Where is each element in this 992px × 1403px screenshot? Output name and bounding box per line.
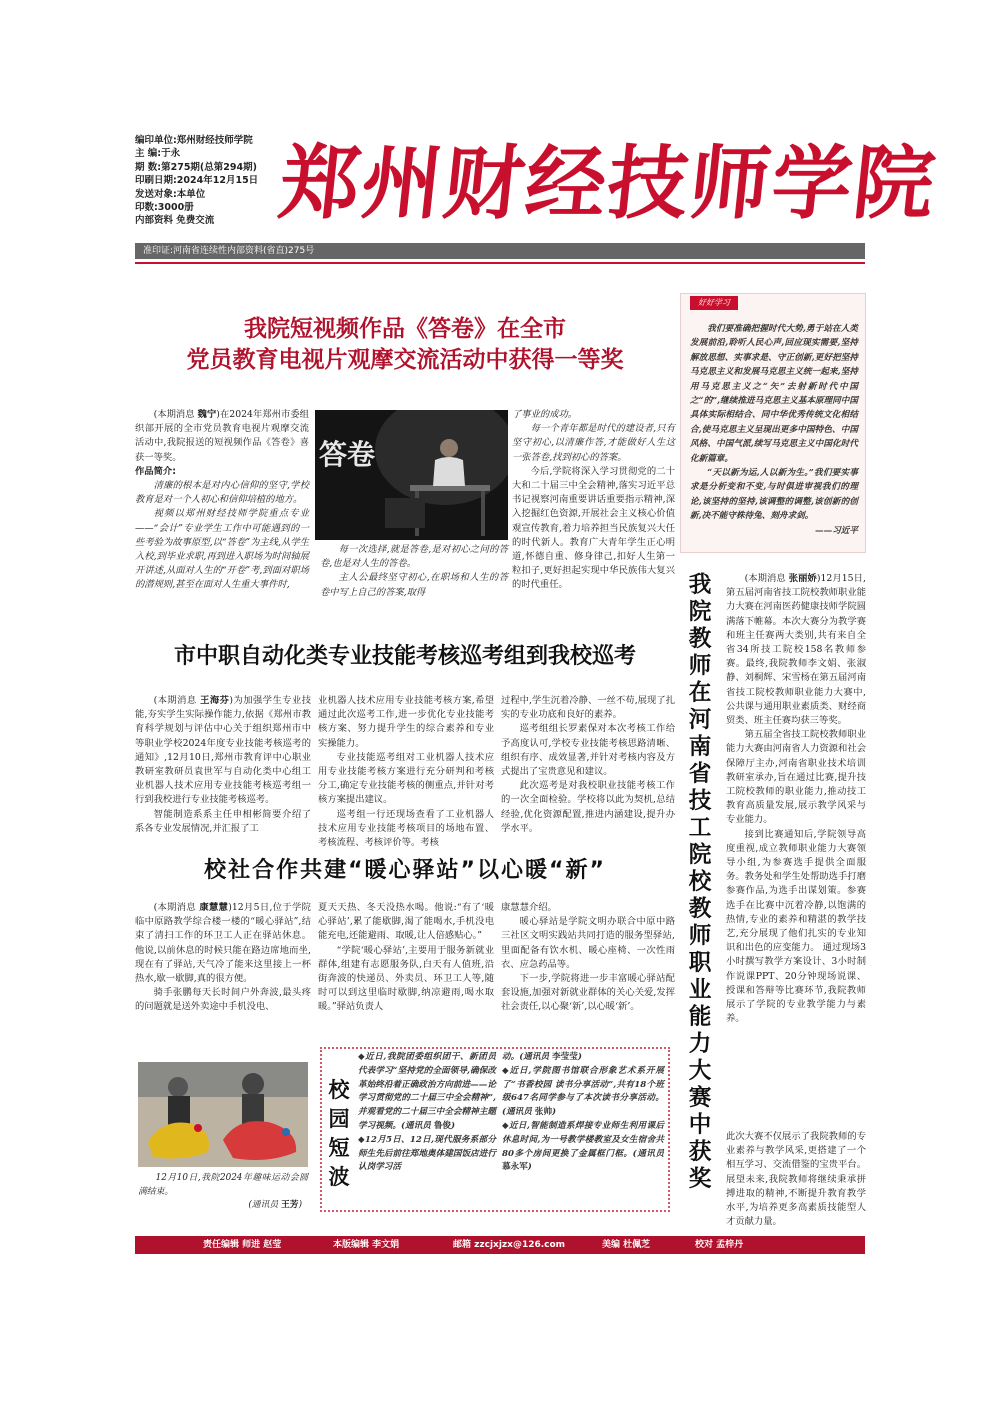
vertical-char: 大 xyxy=(688,1058,712,1084)
article2-column2 xyxy=(318,694,494,850)
article2-c2b: 专业技能巡考组对工业机器人技术应用专业技能考核方案进行充分研判和考核分工,确定专业技能考核的侧重点,并针对考核方案提出建议。 xyxy=(318,751,494,806)
under-photo-paragraph1: 每一次选择,就是答卷,是对初心之问的答卷,也是对人生的答卷。 xyxy=(320,544,508,570)
sidebar-text xyxy=(690,322,858,538)
item3-reporter: 张帅 xyxy=(534,1107,553,1118)
article1-headline xyxy=(135,313,675,375)
video-still-illustration xyxy=(315,410,508,540)
article4-column xyxy=(726,572,866,1027)
article2-c2c: 巡考组一行还现场查看了工业机器人技术应用专业技能考核项目的场地布置、考核流程、考核评价等。考核 xyxy=(318,808,494,849)
article4-column-bottom xyxy=(686,1130,866,1229)
vertical-char: 工 xyxy=(688,815,712,841)
under-photo-paragraph2: 主人公最终坚守初心,在职场和人生的答卷中写上自己的答案,取得 xyxy=(320,572,508,598)
item3-end: ) xyxy=(552,1107,557,1118)
sports-meet-photo xyxy=(138,1062,308,1167)
meta-note: 内部资料 免费交流 xyxy=(135,215,215,227)
vertical-char: 师 xyxy=(688,653,712,679)
item4-end: ) xyxy=(527,1162,532,1173)
author: 康慧慧 xyxy=(199,902,229,913)
vertical-char: 职 xyxy=(688,950,712,976)
campus-news-item3 xyxy=(502,1065,664,1120)
vertical-char: 教 xyxy=(688,626,712,652)
item1-end: ) xyxy=(451,1120,456,1131)
article3-column3 xyxy=(501,901,675,1015)
vertical-char: 南 xyxy=(688,734,712,760)
article2-c3b: 巡考组组长罗素保对本次考核工作给予高度认可,学校专业技能考核思路清晰、组织有序、成效显著,并针对考核内容及方式提出了宝贵意见和建议。 xyxy=(501,723,675,778)
campus-news-title xyxy=(328,1075,350,1191)
vertical-char: 在 xyxy=(688,680,712,706)
article3-c2: 夏天天热、冬天没热水喝。他说:“有了‘暖心驿站’,累了能歇脚,渴了能喝水,手机没电能充电,还能避雨、取暖,让人倍感贴心。” xyxy=(318,902,494,942)
vertical-char: 园 xyxy=(328,1106,350,1131)
photo-caption xyxy=(138,1172,308,1213)
article4-p3: 接到比赛通知后,学院领导高度重视,成立教师职业能力大赛领导小组,为参赛选手提供全面服务。教务处和学生处帮助选手打磨参赛作品,为选手出谋划策。参赛选手在比赛中沉着冷静,以饱满的热情,专业的素养和精湛的教学技艺,充分展现了他们扎实的专业知识和出色的应变能力。 通过现场3小时撰写教学方案设计、3小时制作说课PPT、20分钟现场说课、授课和答辩等比赛环节,我院教师展示了学院的专业教学能力与素养。 xyxy=(726,828,866,1025)
article3-c2b: “学院‘暖心驿站’,主要用于服务新就业群体,组建有志愿服务队,白天有人值班,沿街奔波的快递员、外卖员、环卫工人等,随时可以到这里临时歇脚,纳凉避雨,喝水取暖。”驿站负责人 xyxy=(318,944,494,1013)
article1-column-middle xyxy=(320,543,508,600)
article1-right-p3: 今后,学院将深入学习贯彻党的二十大和二十届三中全会精神,落实习近平总书记视察河南重要讲话重要指示精神,深入挖掘红色资源,开展社会主义核心价值观宣传教育,着力培养担当民族复兴大任的时代新人。教育广大青年学生正心明道,怀德自重、修身律己,扣好人生第一粒扣子,更好担起实现中华民族伟大复兴的时代重任。 xyxy=(512,465,675,591)
meta-issue: 期 数:第275期(总第294期) xyxy=(135,161,257,173)
vertical-char: 中 xyxy=(688,1112,712,1138)
vertical-char: 力 xyxy=(688,1031,712,1057)
vertical-char: 师 xyxy=(688,923,712,949)
permit-bar: 准印证:河南省连续性内部资料(省直)275号 xyxy=(135,243,865,259)
meta-print-date: 印刷日期:2024年12月15日 xyxy=(135,175,259,187)
vertical-char: 获 xyxy=(688,1139,712,1165)
article1-right-p2: 每一个青年都是时代的建设者,只有坚守初心,以清廉作答,才能做好人生这一张答卷,找到初心的答案。 xyxy=(512,423,675,463)
meta-editor: 主 编:于永 xyxy=(135,148,181,160)
photo-caption-text: 12月10日,我院2024年趣味运动会圆满结束。 xyxy=(138,1173,308,1197)
meta-audience: 发送对象:本单位 xyxy=(135,188,206,200)
footer-proofreader: 校对 孟梓丹 xyxy=(695,1240,744,1250)
footer-editors: 责任编辑 师进 赵莹 xyxy=(203,1240,282,1250)
article2-column3 xyxy=(501,694,675,836)
vertical-char: 校 xyxy=(688,869,712,895)
meta-print-count: 印数:3000册 xyxy=(135,202,194,214)
author: 张丽娇 xyxy=(788,573,817,584)
vertical-char: 院 xyxy=(688,842,712,868)
article4-body: )12月15日,第五届河南省技工院校教师职业能力大赛在河南医药健康技师学院圆满落下帷幕。本次大赛分为教学赛和班主任赛两大类别,共有来自全省34所技工院校158名教师参赛。最终,我院教师李文娟、张淑静、刘桐辉、宋雪杨在第五届河南省技工院校教师职业能力大赛中,公共课与通用职业素质类、财经商贸类、班主任赛均获三等奖。 xyxy=(726,573,866,727)
vertical-char: 院 xyxy=(688,599,712,625)
lead-text: (本期消息 xyxy=(153,695,201,706)
vertical-char: 赛 xyxy=(688,1085,712,1111)
vertical-char: 我 xyxy=(688,572,712,598)
sports-meet-illustration xyxy=(138,1062,308,1167)
campus-news-item1 xyxy=(358,1051,496,1134)
article3-column1 xyxy=(135,901,311,1015)
video-title-overlay: 答卷 xyxy=(319,438,376,471)
article2-body: )为加强学生专业技能,夯实学生实际操作能力,依据《郑州市教育科学规划与评估中心关于组织郑州市中等职业学校2024年度专业技能考核巡考的通知》,12月10日,郑州市教育评中心职业教研室教研员袁世军与自动化类中心组工业机器人技术应用专业技能考核巡考组一行到我校进行专业技能考核巡考。 xyxy=(135,695,311,806)
author: 王海芬 xyxy=(200,695,230,706)
intro-paragraph1: 清廉的根本是对内心信仰的坚守,学校教育是对一个人初心和信仰培植的地方。 xyxy=(135,480,309,506)
meta-publisher: 编印单位:郑州财经技师学院 xyxy=(135,135,253,146)
article4-p2: 第五届全省技工院校教师职业能力大赛由河南省人力资源和社会保障厅主办,河南省职业技术培训教研室承办,旨在通过比赛,提升技工院校教师的职业能力,推动技工教育高质量发展,展示教学风采与专业能力。 xyxy=(726,729,866,826)
item2-lead: 动。(通讯员 xyxy=(502,1052,553,1062)
item2-end: ) xyxy=(577,1052,582,1062)
item4-reporter: 慕永军 xyxy=(502,1162,528,1173)
lead-text: (本期消息 xyxy=(153,409,198,420)
sidebar-paragraph: 我们要准确把握时代大势,勇于站在人类发展前沿,聆听人民心声,回应现实需要,坚持解放思想、实事求是、守正创新,更好把坚持马克思主义和发展马克思主义统一起来,坚持用马克思主义之“矢”去射新时代中国之“的”,继续推进马克思主义基本原理同中国具体实际相结合、同中华优秀传统文化相结合,使马克思主义呈现出更多中国特色、中国风格、中国气派,续写马克思主义中国化时代化新篇章。 xyxy=(690,324,858,464)
article1-body: )在2024年郑州市委组织部开展的全市党员教育电视片观摩交流活动中,我院报送的短视频作品《答卷》喜获一等奖。 xyxy=(135,409,309,463)
article2-column1 xyxy=(135,694,311,836)
article2-headline: 市中职自动化类专业技能考核巡考组到我校巡考 xyxy=(173,644,636,669)
campus-news-item4 xyxy=(502,1120,664,1175)
vertical-char: 奖 xyxy=(688,1166,712,1192)
article3-column2 xyxy=(318,901,494,1015)
intro-label: 作品简介: xyxy=(135,465,176,477)
divider xyxy=(135,262,865,264)
article1-title-line1: 我院短视频作品《答卷》在全市 xyxy=(244,315,566,342)
article2-c3: 过程中,学生沉着冷静、一丝不苟,展现了扎实的专业功底和良好的素养。 xyxy=(501,695,675,721)
footer-bar xyxy=(135,1236,865,1254)
lead-text: (本期消息 xyxy=(744,573,789,584)
credit-end: ) xyxy=(298,1200,302,1211)
campus-news-item2: ◆12月5日、12日,现代服务系部分师生先后前往郑地奥体建国饭店进行认岗学习活 xyxy=(358,1134,496,1173)
item1-reporter: 鲁俊 xyxy=(433,1120,452,1131)
vertical-char: 波 xyxy=(328,1164,350,1189)
item4-text: ◆近日,智能制造系焊接专业师生利用课后休息时间,为一号教学楼教室及女生宿舍共80多个房间更换了金属框门框。(通讯员 xyxy=(502,1120,664,1159)
campus-news-col1 xyxy=(358,1051,496,1175)
item1-text: ◆近日,我院团委组织团干、新团员代表学习“坚持党的全面领导,确保改革始终沿着正确政治方向前进——论学习贯彻党的二十届三中全会精神”,并观看党的二十届三中全会精神主题学习视频。(通讯员 xyxy=(358,1052,496,1131)
article4-p4: 此次大赛不仅展示了我院教师的专业素养与教学风采,更搭建了一个相互学习、交流借鉴的宝贵平台。展望未来,我院教师将继续秉承拼搏进取的精神,不断提升教育教学水平,为培养更多高素质技能型人才贡献力量。 xyxy=(726,1131,866,1228)
footer-email: 邮箱 zzcjxjzx@126.com xyxy=(453,1240,566,1250)
lead-text: (本期消息 xyxy=(153,902,200,913)
sidebar-signature: ——习近平 xyxy=(815,525,858,536)
credit-lead: (通讯员 xyxy=(248,1200,281,1211)
article3-c3b: 暖心驿站是学院文明办联合中原中路三社区文明实践站共同打造的服务型驿站,里面配备有饮水机、暖心座椅、一次性雨衣、应急药品等。 xyxy=(501,916,675,970)
article2-body-b: 智能制造系系主任申相彬简要介绍了系各专业发展情况,并汇报了工 xyxy=(135,808,311,834)
photo-credit xyxy=(138,1199,308,1213)
article3-headline: 校社合作共建“暖心驿站”以心暖“新” xyxy=(204,858,606,883)
vertical-char: 短 xyxy=(328,1135,350,1160)
article1-column-right xyxy=(512,408,675,593)
sidebar-quote: “天以新为运,人以新为生。”我们要实事求是分析变和不变,与时俱进审视我们的理论,该坚持的坚持,该调整的调整,该创新的创新,决不能守株待兔、刻舟求剑。 xyxy=(690,468,858,522)
vertical-char: 能 xyxy=(688,1004,712,1030)
article1-title-line2: 党员教育电视片观摩交流活动中获得一等奖 xyxy=(186,346,624,373)
vertical-char: 技 xyxy=(688,788,712,814)
footer-art-editor: 美编 杜佩芝 xyxy=(602,1240,651,1250)
footer-page-editor: 本版编辑 李文娟 xyxy=(333,1240,400,1250)
vertical-char: 校 xyxy=(328,1077,350,1102)
article4-vertical-headline xyxy=(685,572,715,1193)
article2-c2: 业机器人技术应用专业技能考核方案,希望通过此次巡考工作,进一步优化专业技能考核方案、努力提升学生的综合素养和专业实操能力。 xyxy=(318,695,494,749)
article1-column-left xyxy=(135,408,309,593)
sidebar-tab: 好好学习 xyxy=(690,296,738,310)
article3-c3c: 下一步,学院将进一步丰富暖心驿站配套设施,加强对新就业群体的关心关爱,发挥社会责任,以心聚‘新’,以心暖‘新’。 xyxy=(501,973,675,1013)
vertical-char: 河 xyxy=(688,707,712,733)
vertical-char: 教 xyxy=(688,896,712,922)
intro-paragraph2: 视频以郑州财经技师学院重点专业——“会计”专业学生工作中可能遇到的一些考验为故事原型,以“答卷”为主线,从学生入校,到毕业求职,再到进入职场为时间轴展开讲述,从面对人生的“开卷”考,到面对职场的潜规则,甚至在面对人生重大事件时, xyxy=(135,508,309,591)
video-still-photo xyxy=(315,410,508,540)
item3-text: ◆近日,学院图书馆联合形象艺术系开展了“书香校园 读书分享活动”,共有18个班级647名同学参与了本次读书分享活动。(通讯员 xyxy=(502,1065,664,1118)
masthead-title: 郑州财经技师学院 xyxy=(275,136,942,230)
campus-news-item2-cont xyxy=(502,1051,664,1065)
credit-name: 王芳 xyxy=(280,1200,299,1211)
vertical-char: 业 xyxy=(688,977,712,1003)
article1-right-p1: 了事业的成功。 xyxy=(512,409,578,420)
article2-c3c: 此次巡考是对我校职业技能考核工作的一次全面检验。学校将以此为契机,总结经验,优化资源配置,推进内涵建设,提升办学水平。 xyxy=(501,780,675,834)
article3-c1b: 骑手张鹏每天长时间户外奔波,最头疼的问题就是送外卖途中手机没电、 xyxy=(135,987,311,1013)
author: 魏宁 xyxy=(197,409,217,420)
vertical-char: 省 xyxy=(688,761,712,787)
article3-c3: 康慧慧介绍。 xyxy=(501,902,557,913)
campus-news-col2 xyxy=(502,1051,664,1175)
article3-body: )12月5日,位于学院临中原路教学综合楼一楼的“暖心驿站”,结束了清扫工作的环卫工人正在驿站休息。他说,以前休息的时候只能在路边席地而坐,现在有了驿站,天气冷了能来这里接上一杯热水,歇一歇脚,真的很方便。 xyxy=(135,902,311,985)
item2-reporter: 李莹莹 xyxy=(552,1052,578,1062)
